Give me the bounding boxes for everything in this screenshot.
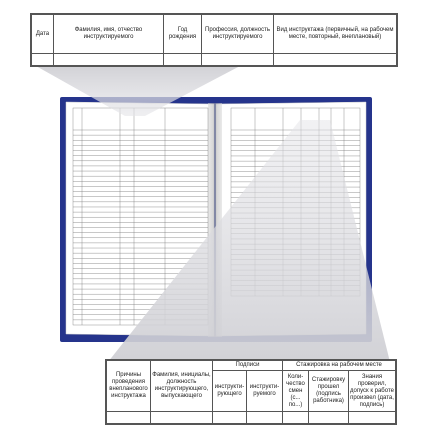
blank-cell [283,412,309,424]
header-knowledge: Знания проверил, допуск к работе произвел (дата, подпись) [349,371,396,412]
header-sig-instructor: инструкти-рующего [213,371,247,412]
blank-cell [151,412,213,424]
header-internship: Стажировка на рабочем месте [283,361,396,371]
blank-cell [54,54,164,66]
blank-cell [213,412,247,424]
blank-cell [164,54,202,66]
header-signatures: Подписи [213,361,283,371]
blank-cell [349,412,396,424]
header-passed: Стажировку прошел (подпись работника) [309,371,349,412]
bottom-callout [105,359,397,425]
header-sig-instructed: инструкти-руемого [247,371,283,412]
header-shifts: Коли-чество смен (с... по...) [283,371,309,412]
blank-cell [247,412,283,424]
header-instructor: Фамилия, инициалы, должность инструктирующего, выпускающего [151,361,213,412]
blank-cell [202,54,274,66]
top-callout [30,13,398,67]
header-full-name: Фамилия, имя, отчество инструктируемого [54,15,164,54]
header-reasons: Причины проведения внепланового инструктажа [107,361,151,412]
top-callout-table [31,14,397,66]
header-profession: Профессия, должность инструктируемого [202,15,274,54]
header-birth-year: Год рождения [164,15,202,54]
blank-cell [309,412,349,424]
header-briefing-type: Вид инструктажа (первичный, на рабочем месте, повторный, внеплановый) [274,15,397,54]
blank-cell [107,412,151,424]
header-date: Дата [32,15,54,54]
blank-cell [274,54,397,66]
blank-cell [32,54,54,66]
bottom-callout-table [106,360,396,424]
